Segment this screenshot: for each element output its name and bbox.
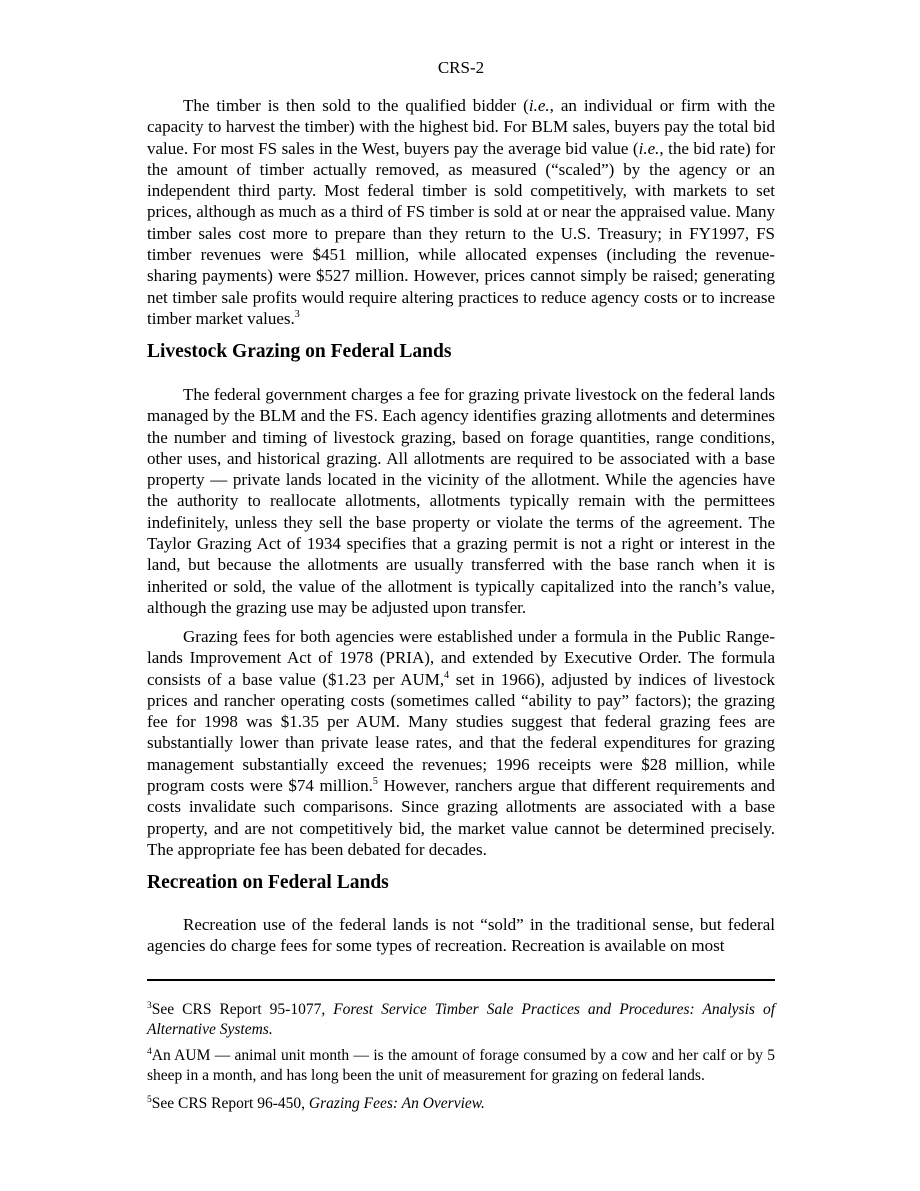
footnote-4-number: 4 — [147, 1047, 152, 1057]
footnote-3-number: 3 — [147, 1001, 152, 1011]
italic-ie: i.e. — [638, 138, 660, 158]
footnote-ref-3: 3 — [294, 308, 300, 320]
paragraph-timber-sales — [147, 95, 775, 329]
footnote-5-number: 5 — [147, 1095, 152, 1105]
paragraph-grazing-fees-text-b: set in 1966), adjusted by indices of livestock prices and rancher operating costs (sometimes called “ability to pay” factors); the grazing fee for 1998 was $1.35 per AUM. Many studies suggest that federal grazing fees are substantially lower than private lease rates, and that the federal expenditures for grazing management substantially exceed the revenues; 1996 receipts were $28 million, while program costs were $74 million. — [147, 669, 775, 796]
heading-recreation: Recreation on Federal Lands — [147, 872, 389, 893]
footnote-4-text: An AUM — animal unit month — is the amount of forage consumed by a cow and her calf or by 5 sheep in a month, and has long been the unit of measurement for grazing on federal lands. — [147, 1047, 775, 1084]
paragraph-grazing-fees-text-a: Grazing fees for both agencies were established under a formula in the Public Rangelands Improvement Act of 1978 (PRIA), and extended by Executive Order. The formula consists of a base value ($1.23 per AUM, — [147, 627, 775, 689]
paragraph-recreation: Recreation use of the federal lands is not “sold” in the traditional sense, but federal agencies do charge fees for some types of recreation. Recreation is available on most — [147, 915, 775, 956]
heading-livestock-grazing: Livestock Grazing on Federal Lands — [147, 341, 452, 362]
italic-ie: i.e. — [528, 96, 550, 115]
footnote-ref-4: 4 — [444, 669, 450, 681]
paragraph-timber-sales-text: The timber is then sold to the qualified bidder (i.e., an individual or firm with the capacity to harvest the timber) with the highest bid. For BLM sales, buyers pay the total bid value. For most FS sales in the West, buyers pay the average bid value (i.e., the bid rate) for the amount of timber actually removed, as measured (“scaled”) by the agency or an independent third party. Most federal timber is sold competitively, with markets to set prices, although as much as a third of FS timber is sold at or near the appraised value. Many timber sales cost more to prepare than they return to the U.S. Treasury; in FY1997, FS timber revenues were $451 million, while allocated expenses (including the revenue-sharing payments) were $527 million. However, prices cannot simply be raised; generating net timber sale profits would require altering practices to reduce agency costs or to increase timber market values. — [147, 96, 775, 328]
footnote-5-title: Grazing Fees: An Overview. — [308, 1095, 485, 1112]
footnote-5-text: See CRS Report 96-450, — [151, 1095, 309, 1112]
page-number: CRS-2 — [437, 58, 485, 77]
footnote-3 — [147, 1000, 775, 1040]
footnote-5 — [147, 1094, 775, 1114]
footnote-4 — [147, 1046, 775, 1086]
paragraph-grazing-fees — [147, 626, 775, 860]
footnote-ref-5: 5 — [372, 776, 378, 788]
footnote-separator — [147, 979, 775, 981]
footnote-3-text: See CRS Report 95-1077, — [151, 1001, 334, 1018]
paragraph-grazing-fees-text-c: However, ranchers argue that different requirements and costs invalidate such comparisons. Since grazing allotments are associated with a base property, and are not competitively bid, the market value cannot be determined precisely. The appropriate fee has been debated for decades. — [147, 776, 775, 859]
paragraph-grazing-overview: The federal government charges a fee for grazing private livestock on the federal lands managed by the BLM and the FS. Each agency identifies grazing allotments and determines the number and timing of livestock grazing, based on forage quantities, range conditions, other uses, and historical grazing. All allotments are required to be associated with a base property — private lands located in the vicinity of the allotment. While the agencies have the authority to reallocate allotments, allotments typically remain with the permittees indefinitely, unless they sell the base property or violate the terms of the agreement. The Taylor Grazing Act of 1934 specifies that a grazing permit is not a right or interest in the land, but because the allotments are usually transferred with the base ranch when it is inherited or sold, the value of the allotment is typically capitalized into the ranch’s value, although the grazing use may be adjusted upon transfer. — [147, 385, 775, 617]
footnote-3-title: Forest Service Timber Sale Practices and Procedures: Analysis of Alternative Systems. — [147, 1001, 775, 1038]
